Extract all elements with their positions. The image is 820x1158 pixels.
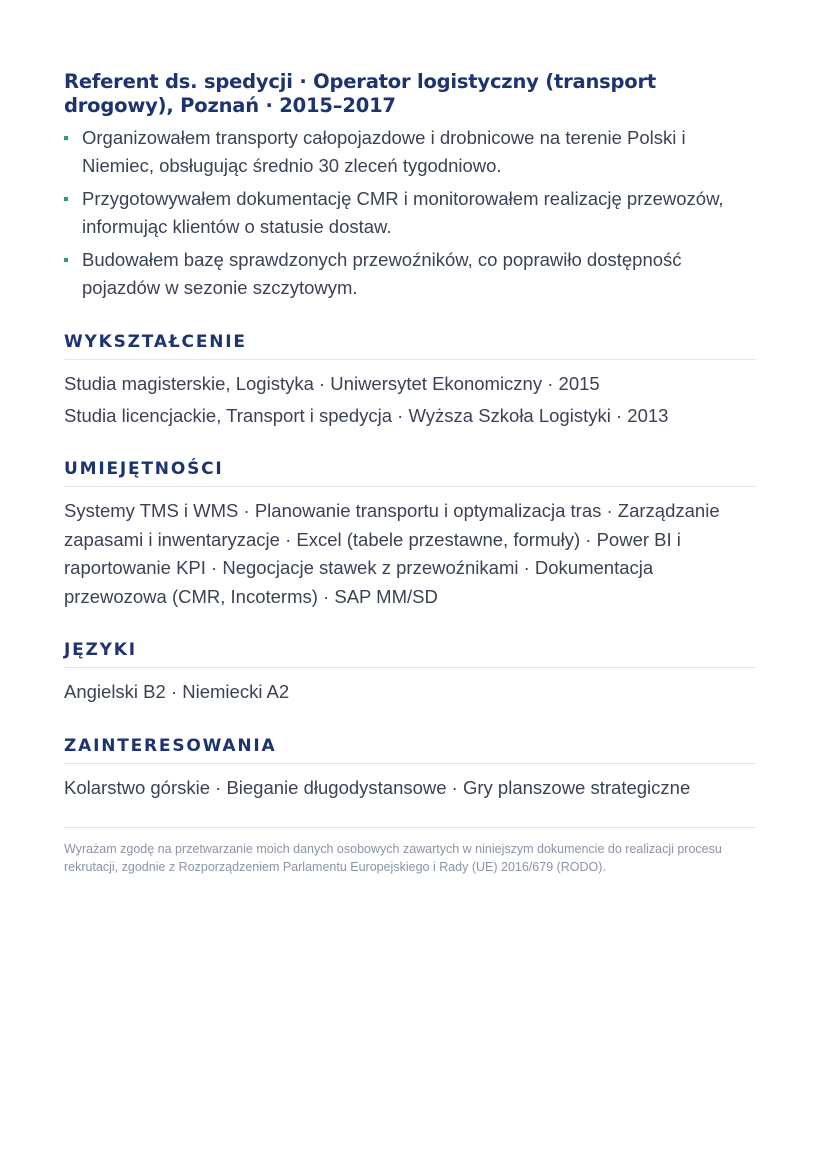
section-heading: ZAINTERESOWANIA (64, 736, 756, 764)
experience-entry (64, 70, 756, 302)
languages-text: Angielski B2 · Niemiecki A2 (64, 681, 290, 702)
experience-bullets (64, 124, 756, 302)
education-list (64, 368, 756, 432)
bullet-text: Przygotowywałem dokumentację CMR i monitorowałem realizację przewozów, informując klientów o statusie dostaw. (82, 188, 724, 237)
bullet-square-icon (64, 136, 68, 140)
bullet-text: Budowałem bazę sprawdzonych przewoźników, co poprawiło dostępność pojazdów w sezonie szczytowym. (82, 249, 682, 298)
interests-text: Kolarstwo górskie · Bieganie długodystansowe · Gry planszowe strategiczne (64, 777, 691, 798)
experience-bullet (64, 185, 756, 241)
gdpr-consent-clause: Wyrażam zgodę na przetwarzanie moich danych osobowych zawartych w niniejszym dokumencie do realizacji procesu rekrutacji, zgodnie z Rozporządzeniem Parlamentu Europejskiego i Rady (UE) 2016/679 (RODO). (64, 827, 756, 876)
languages-section (64, 640, 756, 707)
experience-bullet (64, 246, 756, 302)
education-item: Studia magisterskie, Logistyka · Uniwersytet Ekonomiczny · 2015 (64, 373, 600, 394)
resume-content (64, 70, 756, 874)
education-section (64, 332, 756, 432)
education-item: Studia licencjackie, Transport i spedycja · Wyższa Szkoła Logistyki · 2013 (64, 405, 669, 426)
section-heading: UMIEJĘTNOŚCI (64, 459, 756, 487)
skills-section (64, 459, 756, 611)
section-heading: WYKSZTAŁCENIE (64, 332, 756, 360)
section-heading: JĘZYKI (64, 640, 756, 668)
skills-text: Systemy TMS i WMS · Planowanie transportu i optymalizacja tras · Zarządzanie zapasami i inwentaryzacje · Excel (tabele przestawne, formuły) · Power BI i raportowanie KPI · Negocjacje stawek z przewoźnikami · Dokumentacja przewozowa (CMR, Incoterms) · SAP MM/SD (64, 500, 720, 607)
bullet-square-icon (64, 258, 68, 262)
bullet-text: Organizowałem transporty całopojazdowe i drobnicowe na terenie Polski i Niemiec, obsługując średnio 30 zleceń tygodniowo. (82, 127, 686, 176)
job-title: Referent ds. spedycji · Operator logistyczny (transport drogowy), Poznań · 2015–2017 (64, 70, 657, 117)
bullet-square-icon (64, 197, 68, 201)
interests-section (64, 736, 756, 803)
experience-bullet (64, 124, 756, 180)
